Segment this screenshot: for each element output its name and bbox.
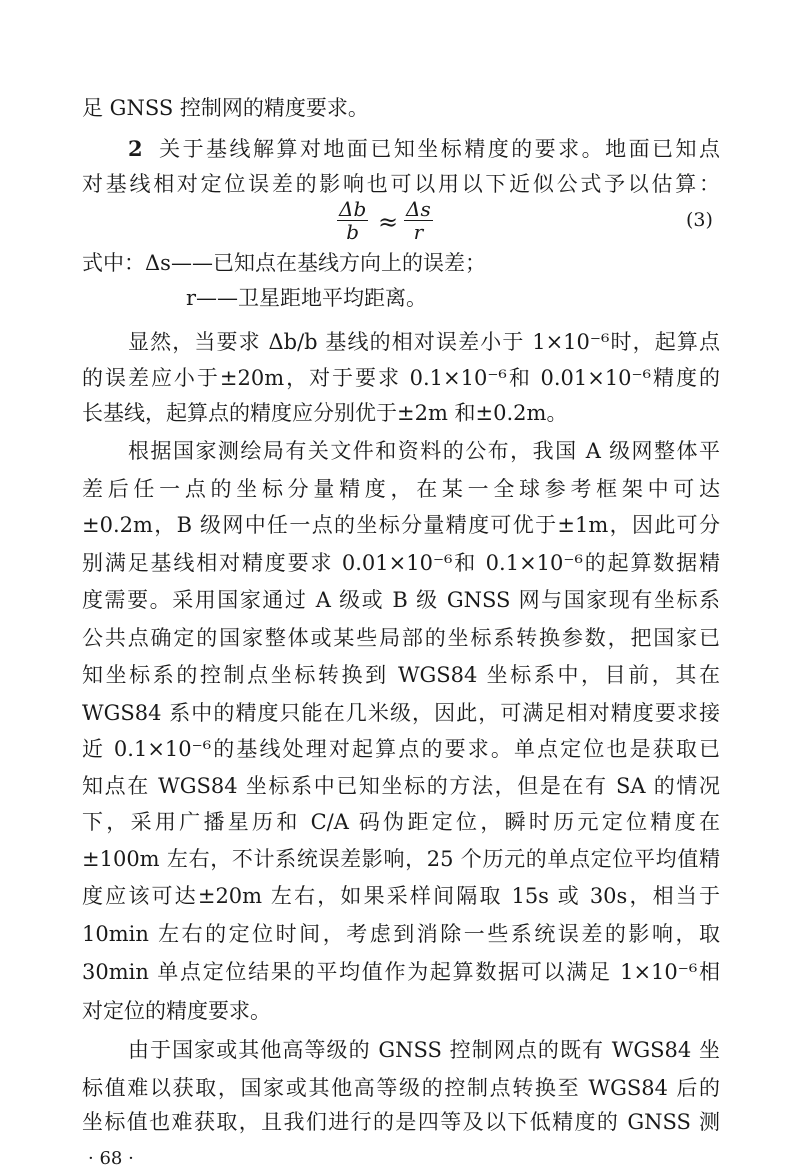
text-line-content: 知坐标系的控制点坐标转换到 WGS84 坐标系中，目前，其在 (82, 663, 720, 687)
text-line-content: 关于基线解算对地面已知坐标精度的要求。地面已知点 (156, 137, 720, 161)
text-line (82, 511, 720, 539)
text-line (82, 364, 720, 392)
text-line (82, 772, 720, 800)
text-line-content: 度需要。采用国家通过 A 级或 B 级 GNSS 网与国家现有坐标系 (82, 588, 720, 612)
text-line (82, 549, 720, 577)
text-line-content: 10min 左右的定位时间，考虑到消除一些系统误差的影响，取 (82, 922, 720, 946)
text-line (82, 1074, 720, 1102)
text-line (186, 284, 586, 312)
formula-rhs-numerator: Δs (406, 197, 431, 221)
text-line-content: 公共点确定的国家整体或某些局部的坐标系转换参数，把国家已 (82, 626, 720, 650)
text-line-content: 足 GNSS 控制网的精度要求。 (82, 96, 369, 120)
text-line (82, 699, 720, 727)
text-line (82, 399, 720, 427)
text-line (128, 437, 720, 465)
text-line (82, 958, 720, 986)
text-line-content: 的误差应小于±20m，对于要求 0.1×10⁻⁶和 0.01×10⁻⁶精度的 (82, 366, 720, 390)
formula-3 (0, 198, 800, 248)
text-line-content: 对基线相对定位误差的影响也可以用以下近似公式予以估算： (82, 172, 720, 196)
text-line (82, 845, 720, 873)
text-line-content: 标值难以获取，国家或其他高等级的控制点转换至 WGS84 后的 (82, 1076, 720, 1100)
text-line-content: 差后任一点的坐标分量精度，在某一全球参考框架中可达 (82, 477, 720, 501)
text-line-content: 别满足基线相对精度要求 0.01×10⁻⁶和 0.1×10⁻⁶的起算数据精 (82, 551, 720, 575)
text-line-content: 长基线，起算点的精度应分别优于±2m 和±0.2m。 (82, 401, 568, 425)
text-line (82, 735, 720, 763)
text-line-content: 下，采用广播星历和 C/A 码伪距定位，瞬时历元定位精度在 (82, 810, 720, 834)
item-number: 2 (128, 136, 143, 161)
text-line (128, 1036, 720, 1064)
text-line-content: 由于国家或其他高等级的 GNSS 控制网点的既有 WGS84 坐 (128, 1038, 720, 1062)
text-line-content: WGS84 系中的精度只能在几米级，因此，可满足相对精度要求接 (82, 701, 720, 725)
text-line (82, 882, 720, 910)
text-line (82, 997, 720, 1025)
equation-number: (3) (686, 209, 713, 231)
text-line-content: 根据国家测绘局有关文件和资料的公布，我国 A 级网整体平 (128, 439, 720, 463)
text-line-content: 显然，当要求 Δb/b 基线的相对误差小于 1×10⁻⁶时，起算点 (128, 330, 720, 354)
text-line (82, 475, 720, 503)
formula-approx-sign: ≈ (378, 208, 399, 236)
text-line (82, 249, 720, 277)
text-line (82, 94, 720, 122)
text-line (82, 808, 720, 836)
text-line-content: 度应该可达±20m 左右，如果采样间隔取 15s 或 30s，相当于 (82, 884, 720, 908)
text-line-content: ±0.2m，B 级网中任一点的坐标分量精度可优于±1m，因此可分 (82, 513, 720, 537)
text-line-content: 对定位的精度要求。 (82, 999, 271, 1023)
formula-rhs-fraction (404, 198, 433, 243)
text-line-content: 式中：Δs——已知点在基线方向上的误差； (82, 251, 486, 275)
formula-rhs-denominator: r (413, 220, 424, 244)
text-line (82, 586, 720, 614)
formula-lhs-numerator: Δb (339, 197, 367, 221)
text-line (82, 920, 720, 948)
text-line-content: 知点在 WGS84 坐标系中已知坐标的方法，但是在有 SA 的情况 (82, 774, 720, 798)
text-line (82, 1108, 720, 1136)
text-line (128, 328, 720, 356)
text-line-content: ±100m 左右，不计系统误差影响，25 个历元的单点定位平均值精 (82, 847, 720, 871)
formula-lhs-fraction (337, 198, 368, 243)
formula-lhs-denominator: b (346, 220, 360, 244)
text-line-content: 近 0.1×10⁻⁶的基线处理对起算点的要求。单点定位也是获取已 (82, 737, 720, 761)
text-line (82, 624, 720, 652)
text-line-content: 坐标值也难获取，且我们进行的是四等及以下低精度的 GNSS 测 (82, 1110, 720, 1134)
page-number: · 68 · (88, 1148, 134, 1169)
text-line (82, 170, 720, 198)
text-line (82, 661, 720, 689)
text-line-content: r——卫星距地平均距离。 (186, 286, 428, 310)
text-line-content: 30min 单点定位结果的平均值作为起算数据可以满足 1×10⁻⁶相 (82, 960, 720, 984)
text-line (128, 135, 720, 163)
